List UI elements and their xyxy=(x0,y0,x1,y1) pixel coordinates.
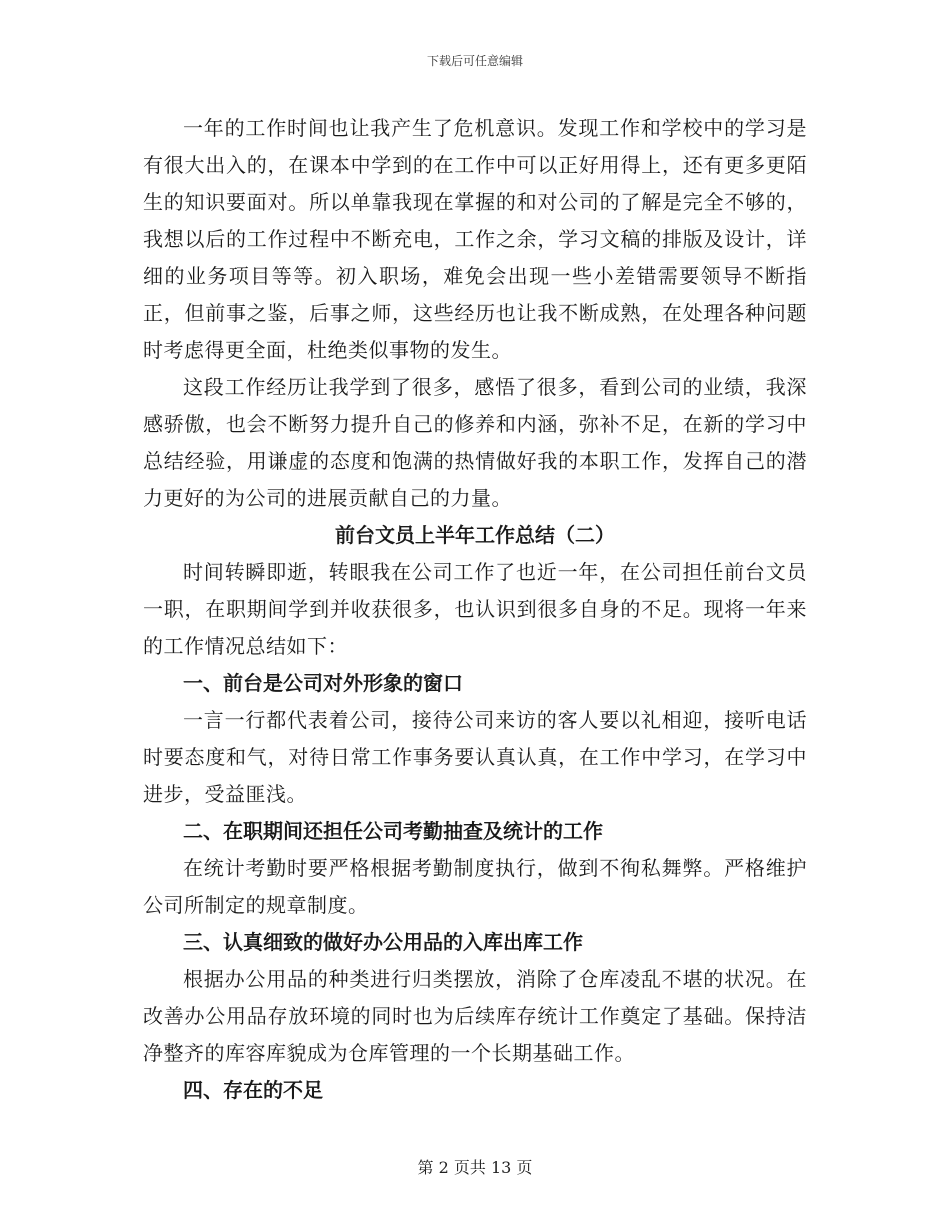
paragraph-2: 这段工作经历让我学到了很多，感悟了很多，看到公司的业绩，我深感骄傲，也会不断努力提升自己的修养和内涵，弥补不足，在新的学习中总结经验，用谦虚的态度和饱满的热情做好我的本职工作，发挥自己的潜力更好的为公司的进展贡献自己的力量。 xyxy=(143,375,807,510)
section-title: 前台文员上半年工作总结（二） xyxy=(335,523,615,547)
heading-4: 四、存在的不足 xyxy=(183,1078,323,1102)
paragraph-3: 时间转瞬即逝，转眼我在公司工作了也近一年，在公司担任前台文员一职，在职期间学到并收获很多，也认识到很多自身的不足。现将一年来的工作情况总结如下： xyxy=(143,560,807,658)
paragraph-4: 一言一行都代表着公司，接待公司来访的客人要以礼相迎，接听电话时要态度和气，对待日常工作事务要认真认真，在工作中学习，在学习中进步，受益匪浅。 xyxy=(143,708,807,806)
document-body xyxy=(143,110,807,1109)
heading-1: 一、前台是公司对外形象的窗口 xyxy=(183,671,463,695)
page-header: 下载后可任意编辑 xyxy=(426,54,523,68)
paragraph-5: 在统计考勤时要严格根据考勤制度执行，做到不徇私舞弊。严格维护公司所制定的规章制度。 xyxy=(143,856,807,917)
paragraph-6: 根据办公用品的种类进行归类摆放，消除了仓库凌乱不堪的状况。在改善办公用品存放环境的同时也为后续库存统计工作奠定了基础。保持洁净整齐的库容库貌成为仓库管理的一个长期基础工作。 xyxy=(143,967,807,1065)
heading-2: 二、在职期间还担任公司考勤抽查及统计的工作 xyxy=(183,819,603,843)
paragraph-1: 一年的工作时间也让我产生了危机意识。发现工作和学校中的学习是有很大出入的，在课本中学到的在工作中可以正好用得上，还有更多更陌生的知识要面对。所以单靠我现在掌握的和对公司的了解是完全不够的，我想以后的工作过程中不断充电，工作之余，学习文稿的排版及设计，详细的业务项目等等。初入职场，难免会出现一些小差错需要领导不断指正，但前事之鉴，后事之师，这些经历也让我不断成熟，在处理各种问题时考虑得更全面，杜绝类似事物的发生。 xyxy=(143,116,807,362)
page-footer: 第 2 页共 13 页 xyxy=(417,1158,533,1177)
heading-3: 三、认真细致的做好办公用品的入库出库工作 xyxy=(183,930,583,954)
